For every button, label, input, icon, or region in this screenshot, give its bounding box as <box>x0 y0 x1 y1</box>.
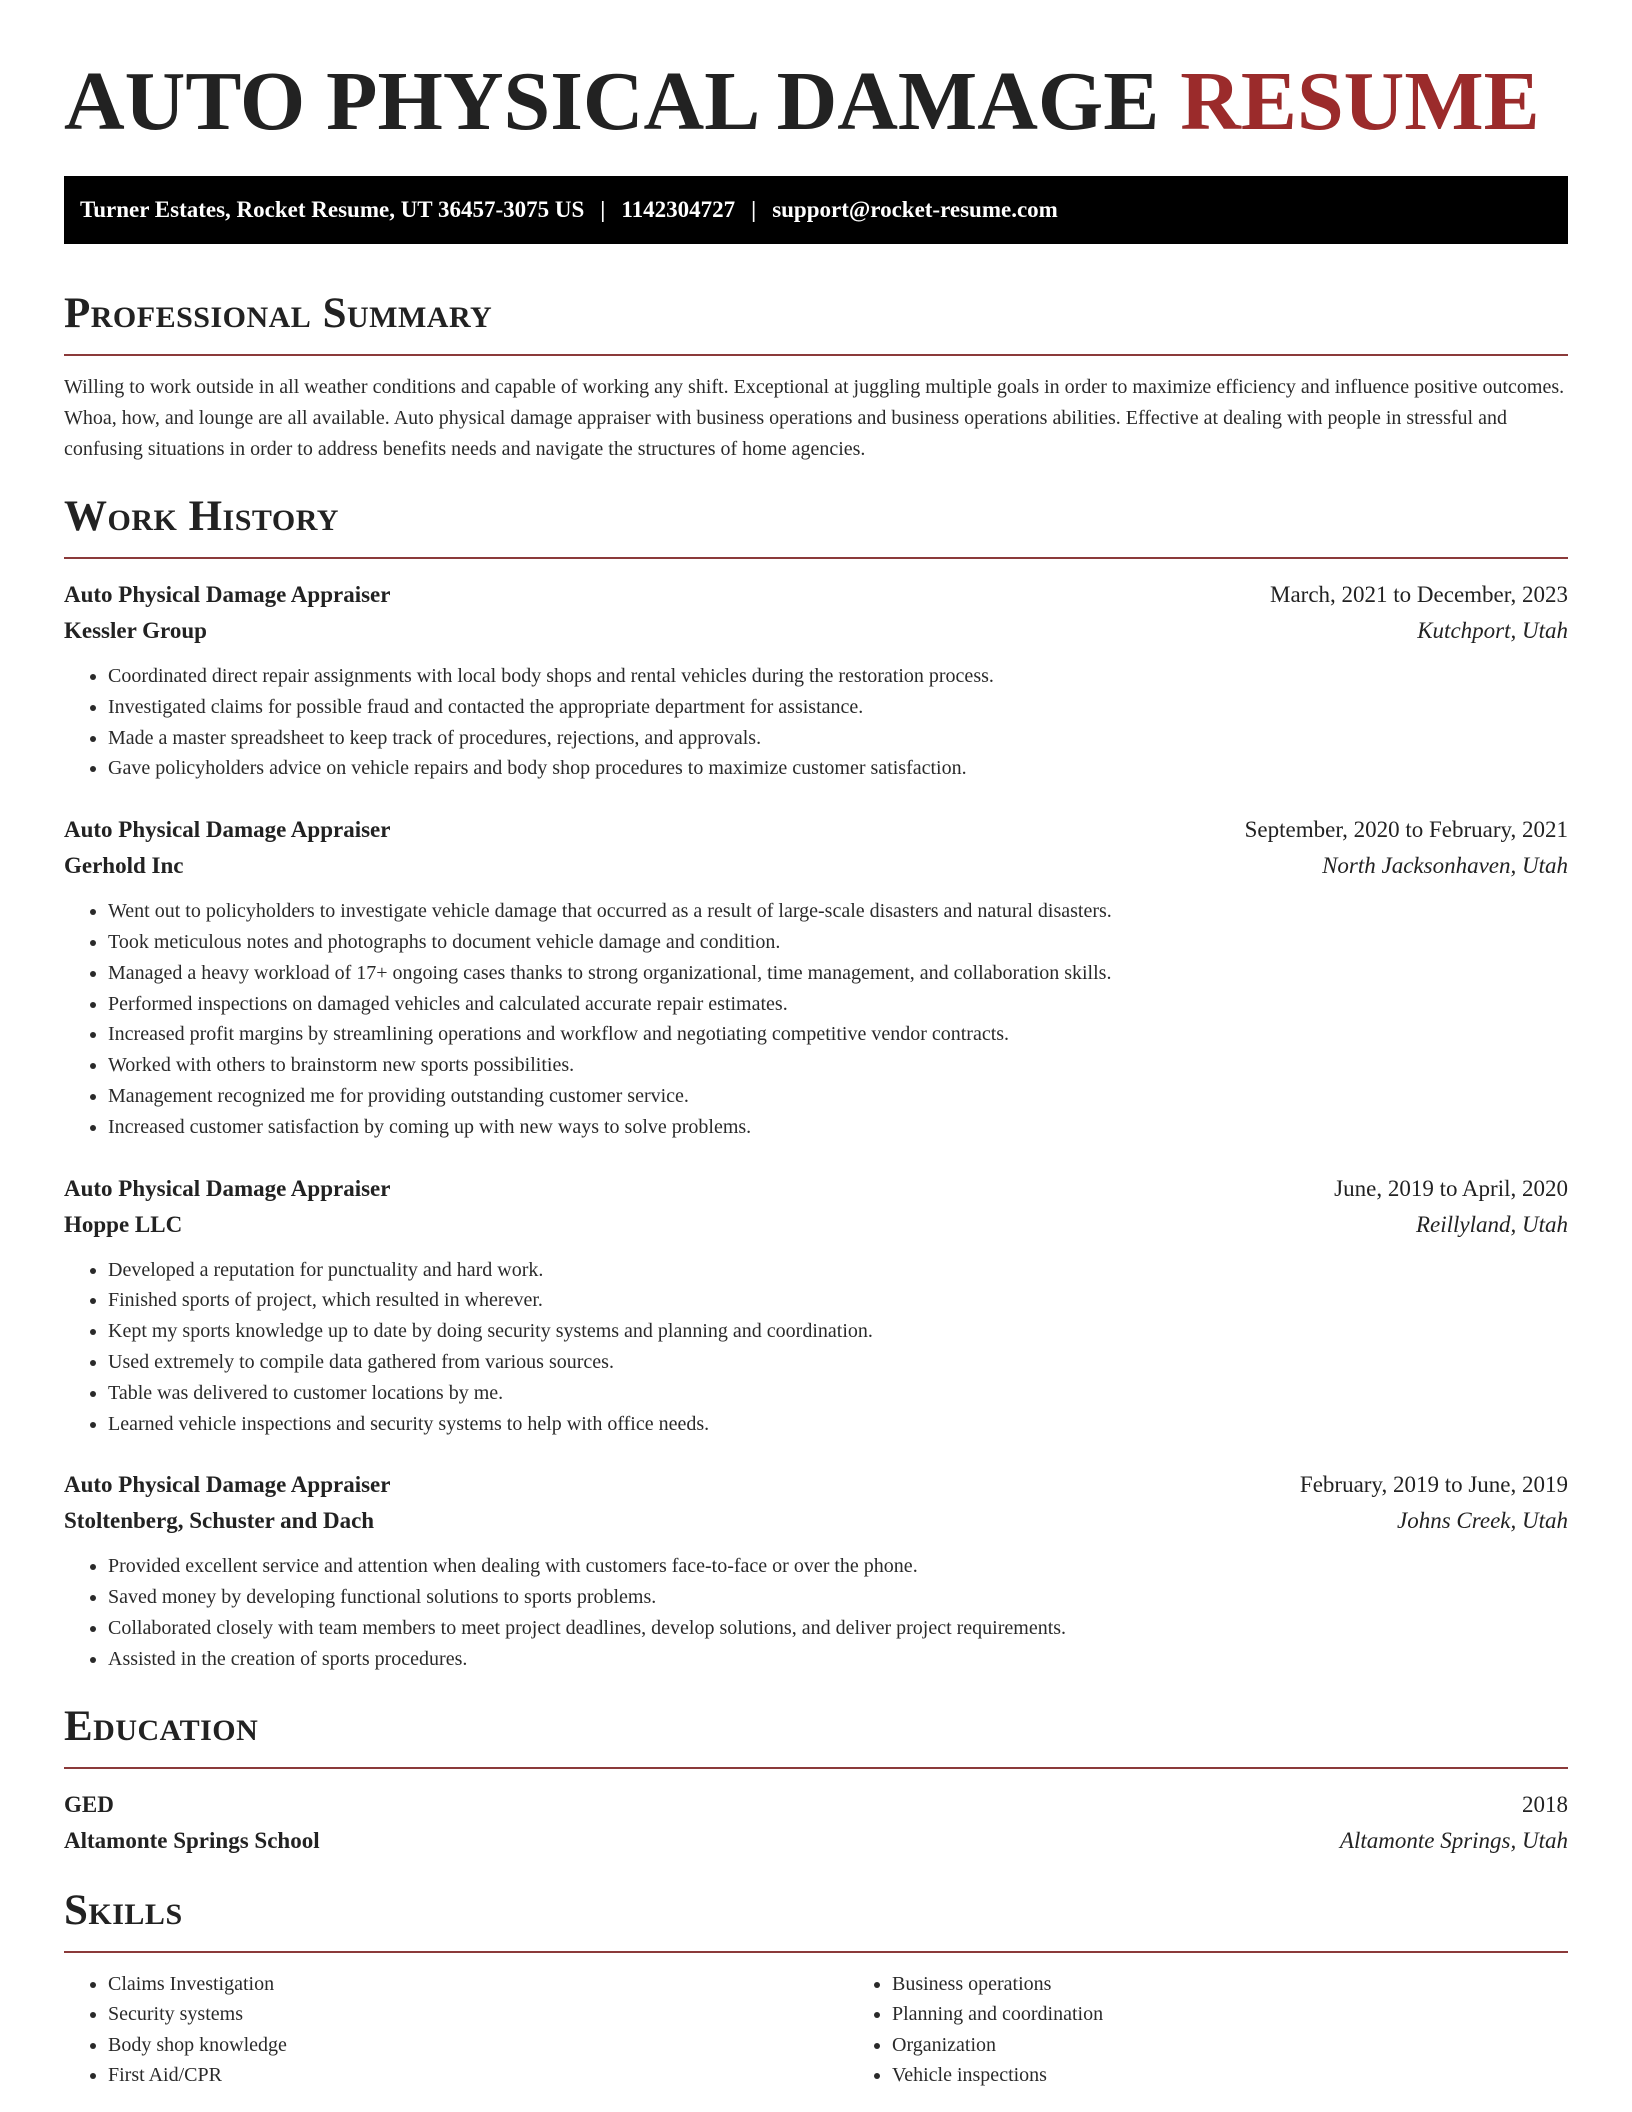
work-history-heading: Work History <box>64 493 339 540</box>
job-title: Auto Physical Damage Appraiser <box>64 1175 391 1201</box>
section-divider <box>64 1767 1568 1769</box>
list-item: • Management recognized me for providing outstanding customer service. <box>108 1081 1568 1112</box>
list-item: • Organization <box>892 2030 1632 2061</box>
list-item: • Kept my sports knowledge up to date by doing security systems and planning and coordination. <box>108 1316 1568 1347</box>
job-bullets <box>64 896 1568 1142</box>
job-company-row <box>64 613 1568 649</box>
job-header-row <box>64 812 1568 848</box>
list-item: • Increased profit margins by streamlining operations and workflow and negotiating competitive vendor contracts. <box>108 1019 1568 1050</box>
contact-bar <box>64 176 1568 244</box>
list-item: • First Aid/CPR <box>108 2060 848 2091</box>
list-item: • Went out to policyholders to investigate vehicle damage that occurred as a result of large-scale disasters and natural disasters. <box>108 896 1568 927</box>
list-item: • Used extremely to compile data gathered from various sources. <box>108 1347 1568 1378</box>
job-title: Auto Physical Damage Appraiser <box>64 1472 391 1498</box>
list-item: • Claims Investigation <box>108 1969 848 2000</box>
section-divider <box>64 1951 1568 1953</box>
job-header-row <box>64 1467 1568 1503</box>
list-item: • Developed a reputation for punctuality and hard work. <box>108 1255 1568 1286</box>
job-title: Auto Physical Damage Appraiser <box>64 817 391 843</box>
job-location: North Jacksonhaven, Utah <box>1322 853 1568 879</box>
skills-list-right <box>848 1969 1632 2091</box>
job-dates: March, 2021 to December, 2023 <box>1270 582 1568 607</box>
job-company-row <box>64 848 1568 884</box>
job-entry <box>64 812 1568 1142</box>
list-item: • Investigated claims for possible fraud and contacted the appropriate department for assistance. <box>108 692 1568 723</box>
list-item: • Assisted in the creation of sports procedures. <box>108 1644 1568 1675</box>
list-item: • Collaborated closely with team members to meet project deadlines, develop solutions, and deliver project requirements. <box>108 1613 1568 1644</box>
job-bullets <box>64 661 1568 784</box>
education-entry <box>64 1787 1568 1859</box>
list-item: • Made a master spreadsheet to keep track of procedures, rejections, and approvals. <box>108 723 1568 754</box>
job-bullets <box>64 1255 1568 1440</box>
job-entry <box>64 1171 1568 1440</box>
section-divider <box>64 557 1568 559</box>
list-item: • Finished sports of project, which resulted in wherever. <box>108 1285 1568 1316</box>
job-title: Auto Physical Damage Appraiser <box>64 582 391 607</box>
list-item: • Took meticulous notes and photographs to document vehicle damage and condition. <box>108 927 1568 958</box>
title-accent: RESUME <box>1180 55 1540 148</box>
education-heading: Education <box>64 1702 259 1750</box>
resume-title <box>64 52 1568 152</box>
contact-email[interactable]: support@rocket-resume.com <box>772 197 1058 222</box>
list-item: • Gave policyholders advice on vehicle repairs and body shop procedures to maximize customer satisfaction. <box>108 753 1568 784</box>
job-company: Kessler Group <box>64 618 207 643</box>
list-item: • Saved money by developing functional solutions to sports problems. <box>108 1582 1568 1613</box>
title-main: AUTO PHYSICAL DAMAGE <box>64 55 1160 148</box>
list-item: • Managed a heavy workload of 17+ ongoing cases thanks to strong organizational, time management, and collaboration skills. <box>108 958 1568 989</box>
job-entry <box>64 1467 1568 1674</box>
education-section <box>64 1701 1568 1859</box>
list-item: • Provided excellent service and attention when dealing with customers face-to-face or over the phone. <box>108 1551 1568 1582</box>
job-company: Stoltenberg, Schuster and Dach <box>64 1508 375 1534</box>
work-history-section <box>64 491 1568 1675</box>
job-company-row <box>64 1207 1568 1243</box>
job-company-row <box>64 1503 1568 1539</box>
job-location: Johns Creek, Utah <box>1397 1508 1568 1534</box>
job-dates: February, 2019 to June, 2019 <box>1299 1472 1568 1498</box>
job-entry <box>64 577 1568 784</box>
list-item: • Worked with others to brainstorm new sports possibilities. <box>108 1050 1568 1081</box>
education-location: Altamonte Springs, Utah <box>1339 1827 1568 1853</box>
job-dates: September, 2020 to February, 2021 <box>1244 817 1568 843</box>
section-divider <box>64 354 1568 356</box>
education-header-row <box>64 1787 1568 1823</box>
contact-separator: | <box>600 197 606 222</box>
job-bullets <box>64 1551 1568 1674</box>
job-company: Gerhold Inc <box>64 853 184 879</box>
skills-heading: Skills <box>64 1886 183 1934</box>
list-item: • Coordinated direct repair assignments with local body shops and rental vehicles during the restoration process. <box>108 661 1568 692</box>
education-year: 2018 <box>1522 1791 1568 1817</box>
list-item: • Table was delivered to customer locations by me. <box>108 1378 1568 1409</box>
contact-address: Turner Estates, Rocket Resume, UT 36457-3075 US <box>80 197 585 222</box>
summary-section <box>64 288 1568 465</box>
summary-heading: Professional Summary <box>64 290 493 337</box>
list-item: • Body shop knowledge <box>108 2030 848 2061</box>
list-item: • Planning and coordination <box>892 1999 1632 2030</box>
job-dates: June, 2019 to April, 2020 <box>1334 1175 1568 1201</box>
skills-columns <box>64 1969 1568 2091</box>
job-location: Reillyland, Utah <box>1415 1211 1568 1237</box>
job-header-row <box>64 1171 1568 1207</box>
list-item: • Security systems <box>108 1999 848 2030</box>
education-school-row <box>64 1823 1568 1859</box>
list-item: • Learned vehicle inspections and security systems to help with office needs. <box>108 1409 1568 1440</box>
contact-separator: | <box>751 197 757 222</box>
job-location: Kutchport, Utah <box>1417 618 1568 643</box>
list-item: • Increased customer satisfaction by coming up with new ways to solve problems. <box>108 1112 1568 1143</box>
skills-section <box>64 1885 1568 2091</box>
contact-phone: 1142304727 <box>621 197 736 222</box>
list-item: • Business operations <box>892 1969 1632 2000</box>
job-header-row <box>64 577 1568 613</box>
education-school: Altamonte Springs School <box>64 1827 320 1853</box>
list-item: • Vehicle inspections <box>892 2060 1632 2091</box>
list-item: • Performed inspections on damaged vehicles and calculated accurate repair estimates. <box>108 989 1568 1020</box>
skills-list-left <box>64 1969 848 2091</box>
summary-text: Willing to work outside in all weather conditions and capable of working any shift. Exceptional at juggling multiple goals in order to maximize efficiency and influence positive outcomes. Whoa, how, and lounge are all available. Auto physical damage appraiser with business operations and business operations abilities. Effective at dealing with people in stressful and confusing situations in order to address benefits needs and navigate the structures of home agencies. <box>64 376 1565 460</box>
education-degree: GED <box>64 1791 114 1817</box>
job-company: Hoppe LLC <box>64 1211 183 1237</box>
